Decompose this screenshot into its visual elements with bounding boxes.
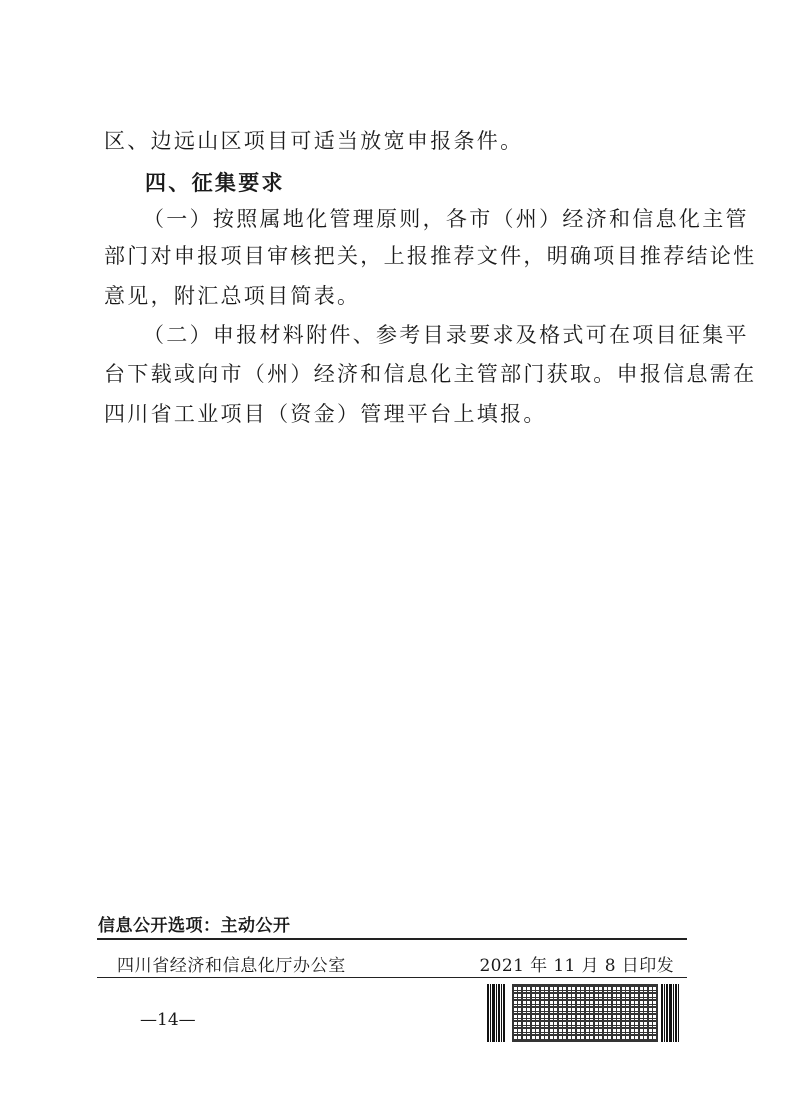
issue-date: 2021 年 11 月 8 日印发: [479, 956, 674, 976]
page-number: —14—: [140, 1010, 196, 1030]
body-line-7: 台下载或向市（州）经济和信息化主管部门获取。申报信息需在: [104, 362, 757, 386]
footer-rule-bottom: [97, 977, 687, 978]
barcode-image: [487, 984, 683, 1042]
body-line-6: （二）申报材料附件、参考目录要求及格式可在项目征集平: [143, 323, 749, 347]
body-line-3: （一）按照属地化管理原则，各市（州）经济和信息化主管: [143, 207, 749, 231]
body-line-5: 意见，附汇总项目简表。: [104, 284, 361, 308]
barcode-left-bars: [487, 984, 509, 1042]
disclosure-label: 信息公开选项：主动公开: [98, 916, 291, 936]
body-line-4: 部门对申报项目审核把关，上报推荐文件，明确项目推荐结论性: [104, 244, 757, 268]
issuer-name: 四川省经济和信息化厅办公室: [117, 956, 346, 976]
barcode-right-bars: [661, 984, 683, 1042]
section-heading: 四、征集要求: [145, 171, 285, 195]
body-line-8: 四川省工业项目（资金）管理平台上填报。: [104, 402, 547, 426]
footer-rule-top: [97, 938, 687, 940]
body-line-1: 区、边远山区项目可适当放宽申报条件。: [104, 129, 524, 153]
barcode-matrix: [512, 984, 658, 1042]
